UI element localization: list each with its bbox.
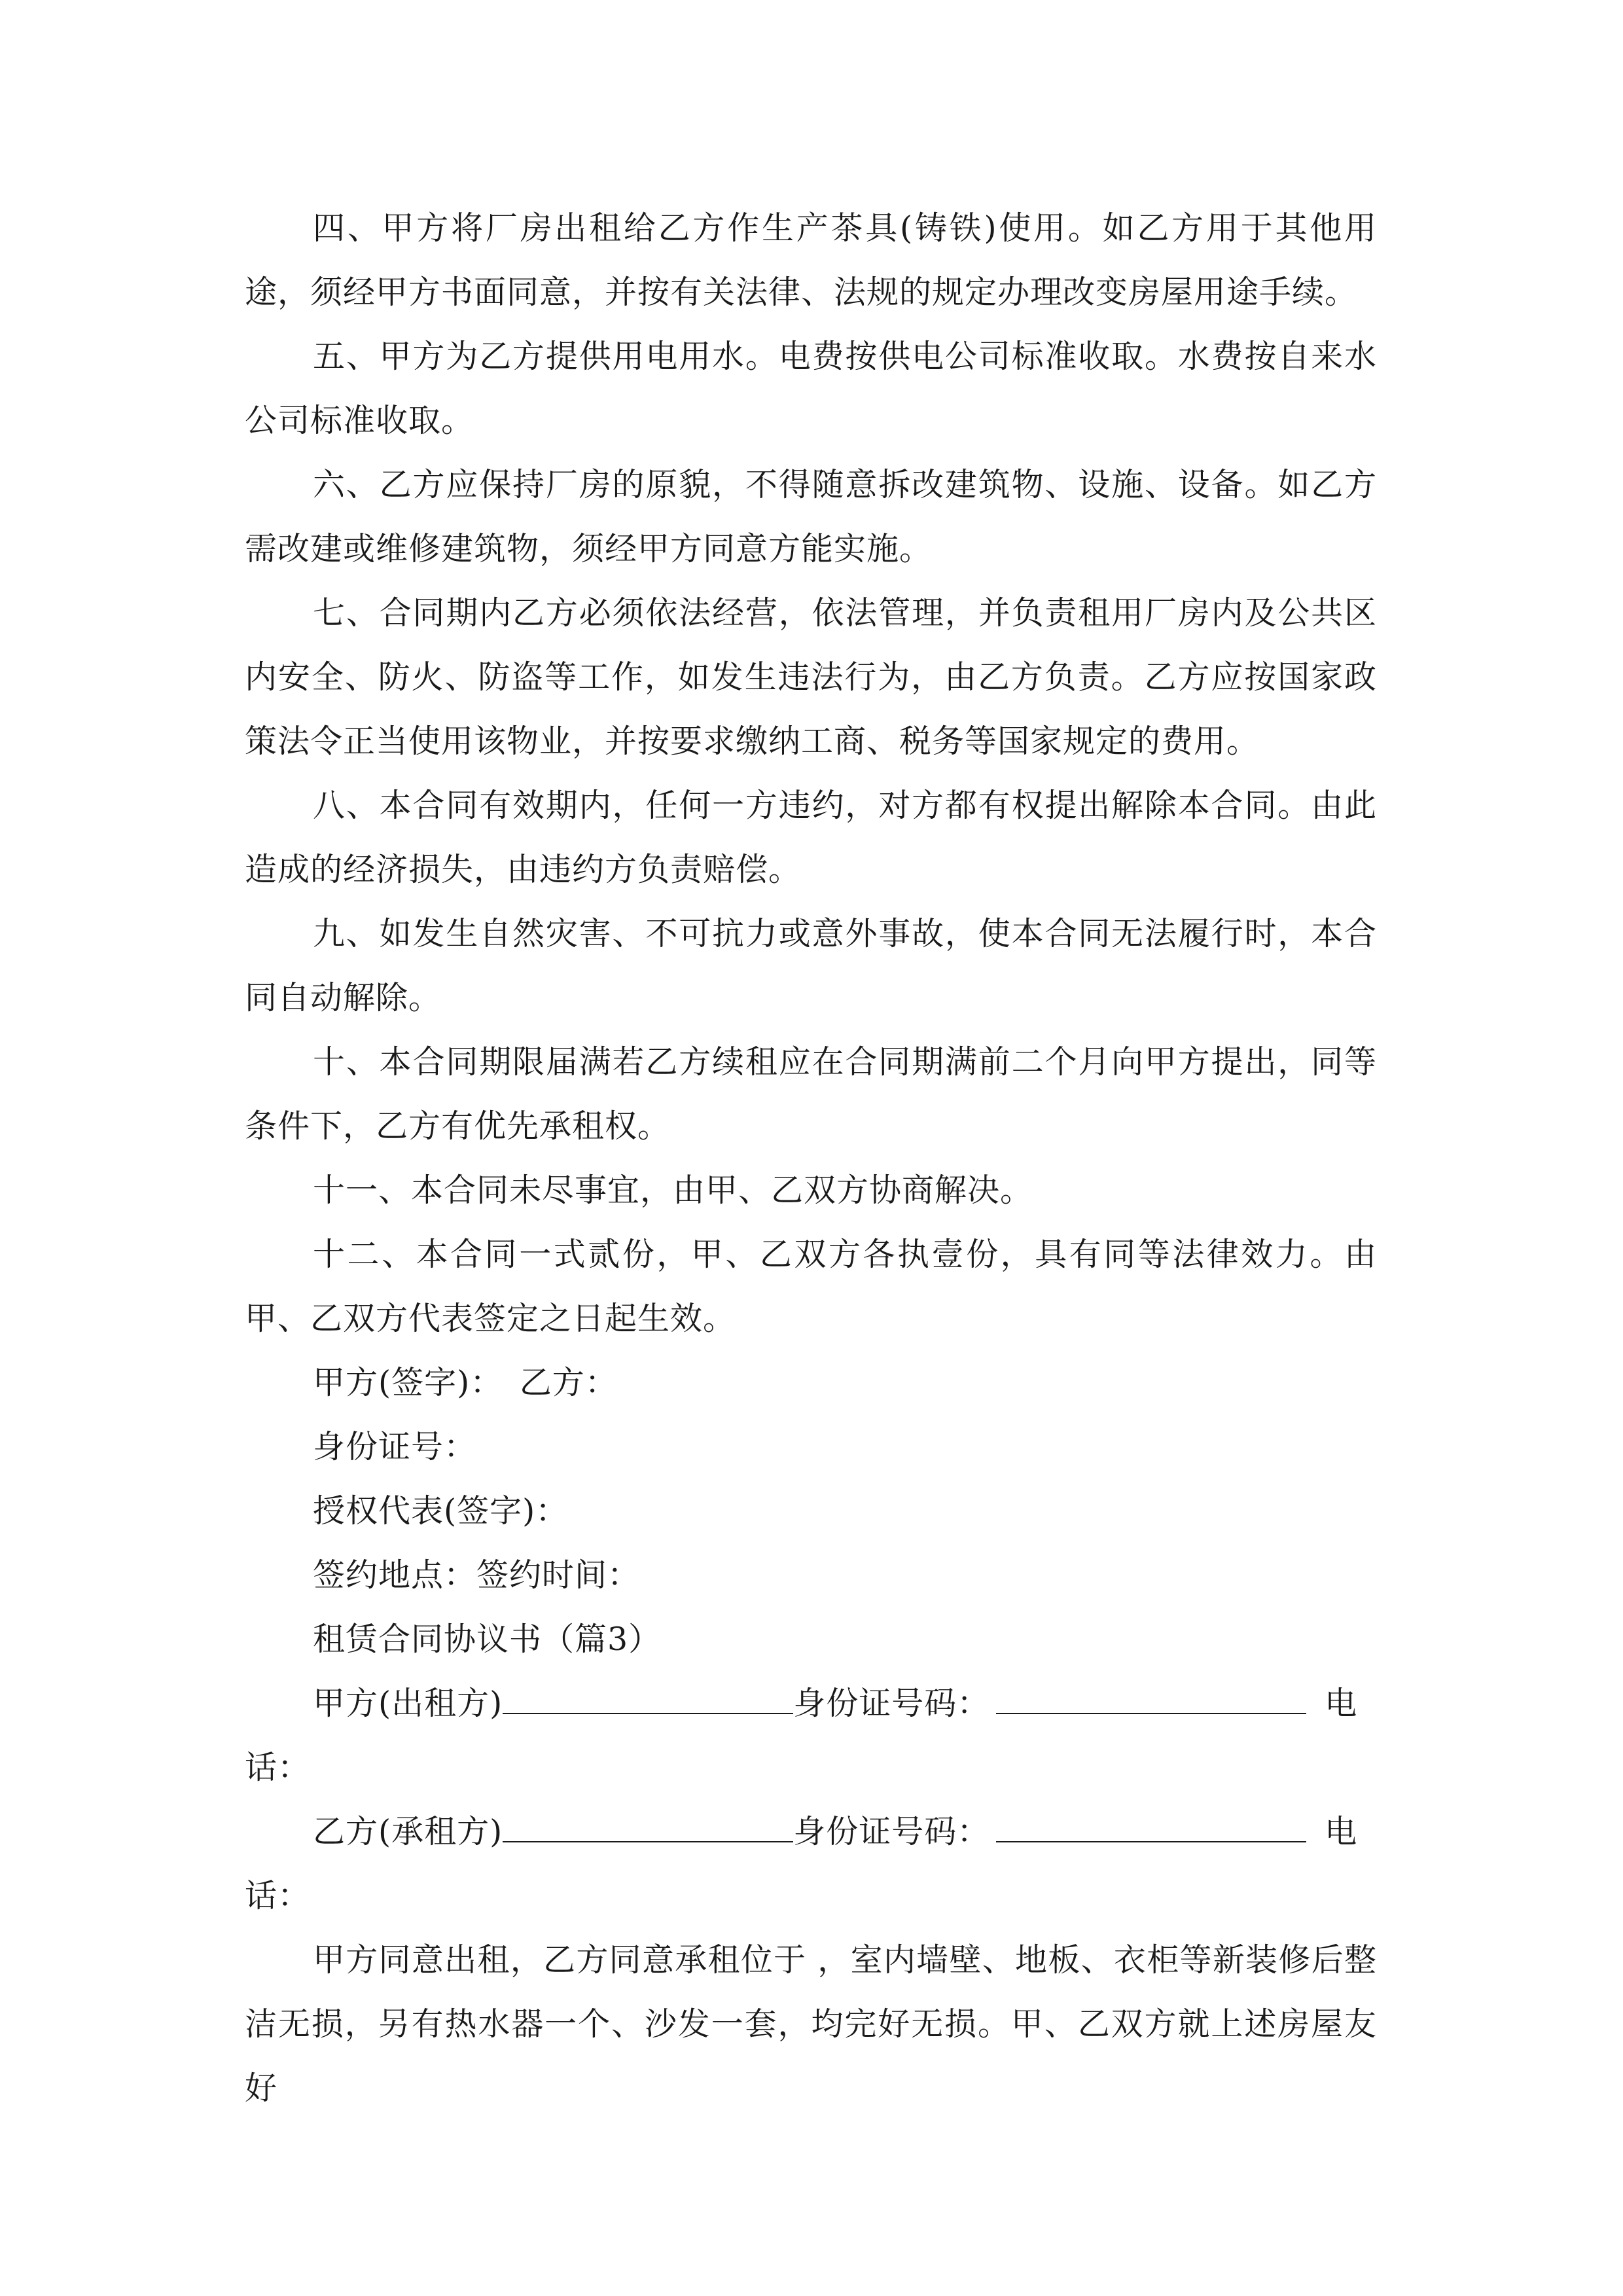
party-a-phone-label: 电 [1325, 1685, 1358, 1722]
party-b-id-label: 身份证号码： [793, 1813, 990, 1850]
party-b-name-blank[interactable] [503, 1801, 793, 1842]
signature-place-time: 签约地点：签约时间： [313, 1556, 641, 1594]
document-body [245, 196, 1377, 2121]
clause-6: 六、乙方应保持厂房的原貌，不得随意拆改建筑物、设施、设备。如乙方需改建或维修建筑物，须经甲方同意方能实施。 [245, 466, 1377, 567]
clause-5: 五、甲方为乙方提供用电用水。电费按供电公司标准收取。水费按自来水公司标准收取。 [245, 338, 1377, 439]
clause-11: 十一、本合同未尽事宜，由甲、乙双方协商解决。 [313, 1172, 1033, 1209]
clause-4: 四、甲方将厂房出租给乙方作生产茶具(铸铁)使用。如乙方用于其他用途，须经甲方书面同意，并按有关法律、法规的规定办理改变房屋用途手续。 [245, 209, 1377, 311]
clause-12: 十二、本合同一式贰份，甲、乙双方各执壹份，具有同等法律效力。由甲、乙双方代表签定之日起生效。 [245, 1236, 1377, 1337]
clause-7: 七、合同期内乙方必须依法经营，依法管理，并负责租用厂房内及公共区内安全、防火、防盗等工作，如发生违法行为，由乙方负责。乙方应按国家政策法令正当使用该物业，并按要求缴纳工商、税务等国家规定的费用。 [245, 594, 1377, 760]
signature-rep-label: 授权代表(签字)： [313, 1492, 569, 1530]
party-a-role: 甲方(出租方) [313, 1685, 503, 1722]
signature-id-label: 身份证号： [313, 1428, 477, 1465]
clause-8: 八、本合同有效期内，任何一方违约，对方都有权提出解除本合同。由此造成的经济损失，由违约方负责赔偿。 [245, 787, 1377, 888]
party-b-phone-wrap: 话： [245, 1877, 311, 1914]
clause-9: 九、如发生自然灾害、不可抗力或意外事故，使本合同无法履行时，本合同自动解除。 [245, 915, 1377, 1016]
party-a-line [245, 1672, 1377, 1736]
party-a-id-label: 身份证号码： [793, 1685, 990, 1722]
party-a-id-blank[interactable] [996, 1672, 1306, 1714]
party-a-phone-wrap: 话： [245, 1749, 311, 1786]
party-b-line [245, 1800, 1377, 1864]
party-b-role: 乙方(承租方) [313, 1813, 503, 1850]
party-a-name-blank[interactable] [503, 1672, 793, 1714]
closing-paragraph: 甲方同意出租，乙方同意承租位于 ，室内墙壁、地板、衣柜等新装修后整洁无损，另有热水器一个、沙发一套，均完好无损。甲、乙双方就上述房屋友好 [245, 1941, 1377, 2107]
party-b-phone-label: 电 [1325, 1813, 1358, 1850]
party-b-id-blank[interactable] [996, 1801, 1306, 1842]
section-title: 租赁合同协议书（篇3） [313, 1621, 662, 1658]
clause-10: 十、本合同期限届满若乙方续租应在合同期满前二个月向甲方提出，同等条件下，乙方有优先承租权。 [245, 1043, 1377, 1145]
signature-party-line: 甲方(签字)： 乙方： [313, 1364, 618, 1401]
